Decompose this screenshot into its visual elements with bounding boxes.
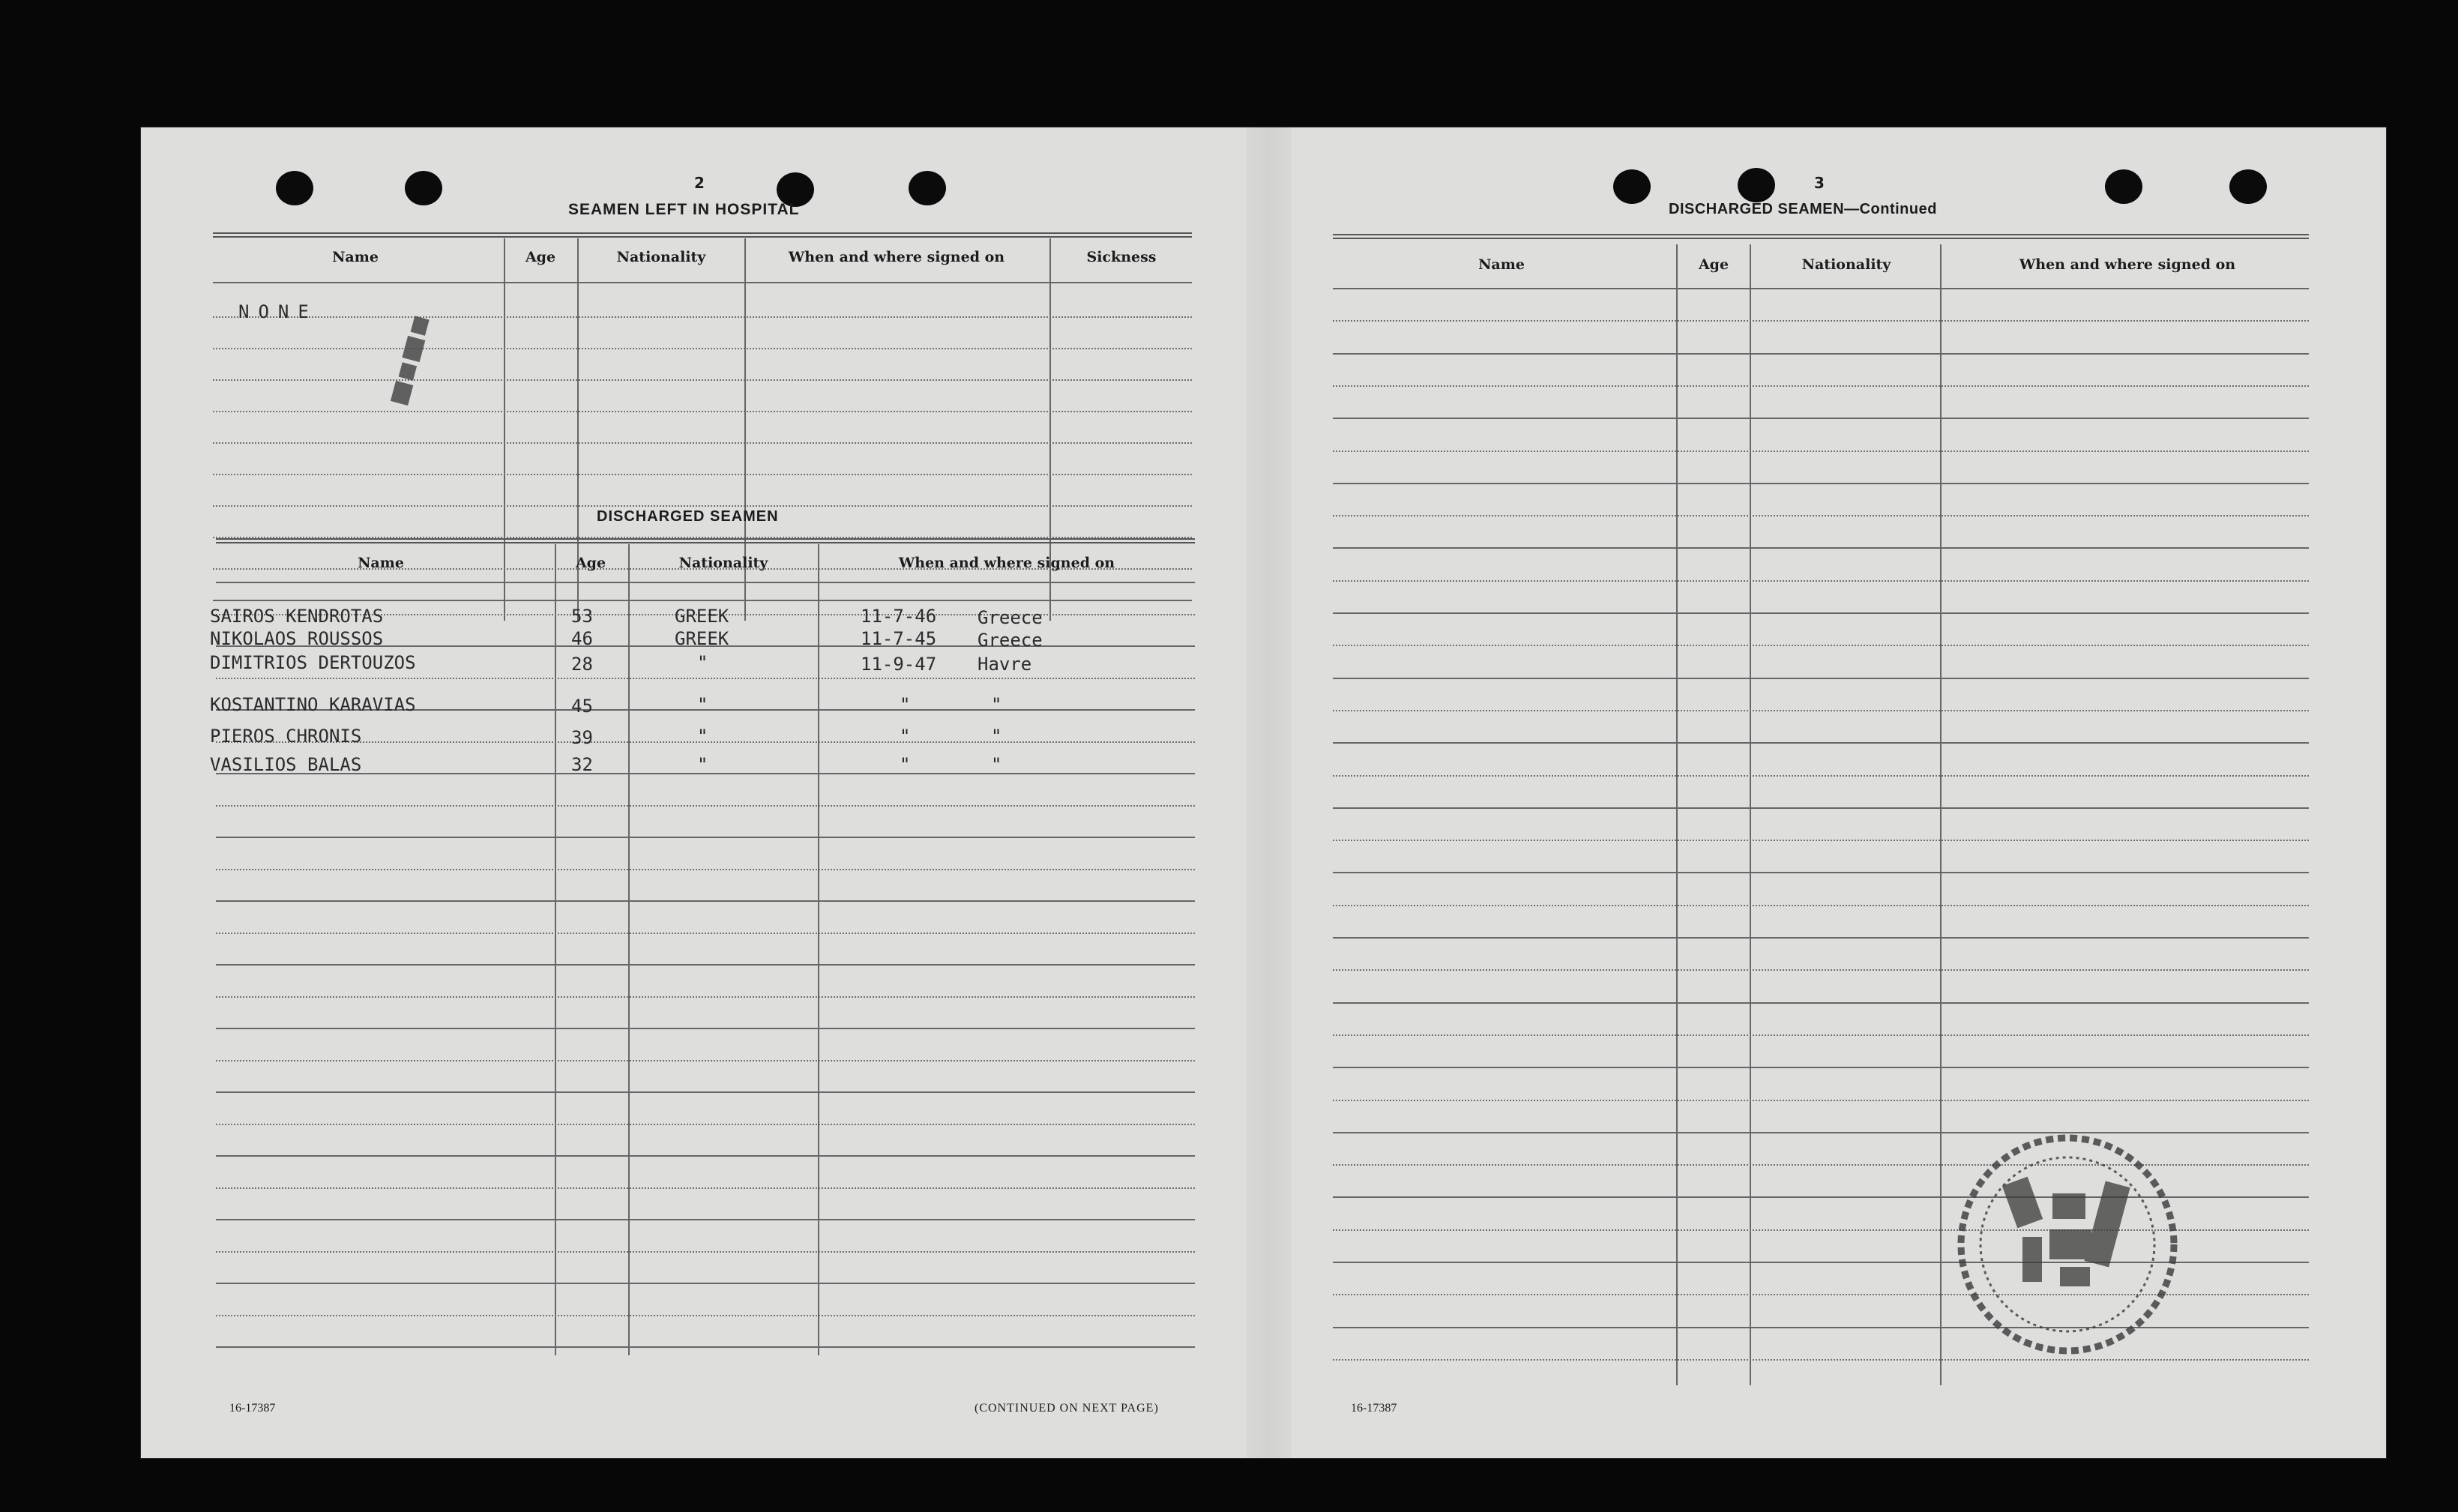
ruled-line bbox=[216, 805, 1195, 807]
ruled-line bbox=[216, 1155, 1195, 1157]
col-header-nationality: Nationality bbox=[1801, 256, 1891, 273]
ruled-line bbox=[216, 582, 1195, 583]
discharged-place: Havre bbox=[978, 654, 1032, 675]
ruled-line bbox=[1333, 840, 2309, 841]
ruled-line bbox=[1333, 418, 2309, 419]
discharged-nationality: GREEK bbox=[675, 606, 729, 627]
punch-hole bbox=[2229, 169, 2267, 204]
ruled-line bbox=[1333, 483, 2309, 484]
ruled-line bbox=[1333, 1034, 2309, 1036]
col-header-signed-on: When and where signed on bbox=[2019, 256, 2236, 273]
ruled-line bbox=[1333, 1002, 2309, 1004]
ruled-line bbox=[216, 1346, 1195, 1348]
discharged-continued-title: DISCHARGED SEAMEN—Continued bbox=[1669, 201, 1937, 217]
discharged-nationality: GREEK bbox=[675, 628, 729, 649]
ruled-line bbox=[216, 837, 1195, 838]
discharged-date: " bbox=[900, 754, 911, 775]
ruled-line bbox=[1333, 385, 2309, 387]
ruled-line bbox=[216, 1060, 1195, 1061]
ruled-line bbox=[1333, 612, 2309, 614]
page-number: 2 bbox=[694, 174, 705, 192]
discharged-place: " bbox=[991, 694, 1002, 715]
hospital-section-title: SEAMEN LEFT IN HOSPITAL bbox=[568, 201, 800, 218]
discharged-age: 28 bbox=[571, 654, 593, 675]
discharged-name: PIEROS CHRONIS bbox=[210, 726, 362, 747]
discharged-date: " bbox=[900, 726, 911, 747]
ruled-line bbox=[1333, 645, 2309, 646]
discharged-name: DIMITRIOS DERTOUZOS bbox=[210, 652, 416, 673]
ruled-line bbox=[1333, 580, 2309, 582]
ruled-line bbox=[1333, 969, 2309, 971]
discharged-place: " bbox=[991, 726, 1002, 747]
col-header-name: Name bbox=[358, 555, 404, 571]
ruled-line bbox=[216, 900, 1195, 902]
col-header-signed-on: When and where signed on bbox=[788, 249, 1005, 265]
discharged-place: " bbox=[991, 754, 1002, 775]
ruled-line bbox=[216, 1091, 1195, 1093]
discharged-age: 46 bbox=[571, 628, 593, 649]
ruled-line bbox=[1333, 515, 2309, 516]
discharged-name: KOSTANTINO KARAVIAS bbox=[210, 694, 416, 715]
col-header-age: Age bbox=[575, 555, 606, 571]
discharged-date: 11-7-45 bbox=[861, 628, 937, 649]
discharged-date: " bbox=[900, 694, 911, 715]
ruled-line bbox=[216, 1124, 1195, 1125]
discharged-age: 39 bbox=[571, 727, 593, 748]
punch-hole bbox=[909, 171, 946, 205]
col-header-nationality: Nationality bbox=[616, 249, 706, 265]
date-stamp bbox=[366, 292, 456, 427]
ruled-line bbox=[1333, 775, 2309, 777]
discharged-name: SAIROS KENDROTAS bbox=[210, 606, 384, 627]
document-sheet bbox=[141, 127, 2386, 1458]
discharged-nationality: " bbox=[697, 652, 708, 673]
title-rule bbox=[213, 232, 1192, 238]
ruled-line bbox=[1333, 288, 2309, 289]
ruled-line bbox=[1333, 742, 2309, 744]
col-header-age: Age bbox=[525, 249, 556, 265]
ruled-line bbox=[216, 964, 1195, 966]
ruled-line bbox=[216, 1028, 1195, 1029]
page-fold bbox=[1247, 127, 1292, 1458]
postmark-stamp bbox=[1940, 1124, 2195, 1364]
ruled-line bbox=[216, 996, 1195, 998]
ruled-line bbox=[216, 869, 1195, 870]
col-header-name: Name bbox=[1478, 256, 1525, 273]
ruled-line bbox=[216, 933, 1195, 934]
ruled-line bbox=[216, 1219, 1195, 1220]
form-number: 16-17387 bbox=[1351, 1402, 1397, 1415]
punch-hole bbox=[405, 171, 442, 205]
ruled-line bbox=[1333, 937, 2309, 939]
discharged-date: 11-9-47 bbox=[861, 654, 937, 675]
punch-hole bbox=[2105, 169, 2142, 204]
discharged-nationality: " bbox=[697, 726, 708, 747]
ruled-line bbox=[1333, 807, 2309, 809]
discharged-nationality: " bbox=[697, 754, 708, 775]
discharged-place: Greece bbox=[978, 607, 1043, 628]
discharged-section-title: DISCHARGED SEAMEN bbox=[597, 508, 779, 525]
ruled-line bbox=[1333, 1100, 2309, 1101]
ruled-line bbox=[1333, 905, 2309, 906]
discharged-name: NIKOLAOS ROUSSOS bbox=[210, 628, 384, 649]
ruled-line bbox=[1333, 1067, 2309, 1068]
title-rule bbox=[216, 538, 1195, 543]
continued-note: (CONTINUED ON NEXT PAGE) bbox=[975, 1402, 1159, 1415]
title-rule bbox=[1333, 234, 2309, 239]
ruled-line bbox=[216, 1251, 1195, 1253]
ruled-line bbox=[1333, 451, 2309, 452]
ruled-line bbox=[1333, 678, 2309, 679]
discharged-name: VASILIOS BALAS bbox=[210, 754, 362, 775]
page-number: 3 bbox=[1814, 174, 1825, 192]
ruled-line bbox=[216, 1283, 1195, 1284]
punch-hole bbox=[1738, 168, 1775, 202]
discharged-date: 11-7-46 bbox=[861, 606, 937, 627]
col-header-nationality: Nationality bbox=[678, 555, 768, 571]
punch-hole bbox=[276, 171, 313, 205]
ruled-line bbox=[1333, 710, 2309, 711]
ruled-line bbox=[1333, 872, 2309, 873]
discharged-age: 45 bbox=[571, 696, 593, 717]
col-header-sickness: Sickness bbox=[1086, 249, 1157, 265]
col-header-age: Age bbox=[1698, 256, 1729, 273]
discharged-nationality: " bbox=[697, 694, 708, 715]
ruled-line bbox=[1333, 353, 2309, 355]
hospital-none-entry: NONE bbox=[238, 301, 318, 322]
discharged-age: 53 bbox=[571, 606, 593, 627]
ruled-line bbox=[216, 1315, 1195, 1316]
ruled-line bbox=[1333, 547, 2309, 549]
punch-hole bbox=[1613, 169, 1651, 204]
form-number: 16-17387 bbox=[229, 1402, 276, 1415]
discharged-age: 32 bbox=[571, 754, 593, 775]
ruled-line bbox=[216, 678, 1195, 679]
ruled-line bbox=[216, 1187, 1195, 1189]
col-header-signed-on: When and where signed on bbox=[898, 555, 1115, 571]
discharged-place: Greece bbox=[978, 630, 1043, 651]
ruled-line bbox=[1333, 320, 2309, 322]
col-header-name: Name bbox=[332, 249, 379, 265]
